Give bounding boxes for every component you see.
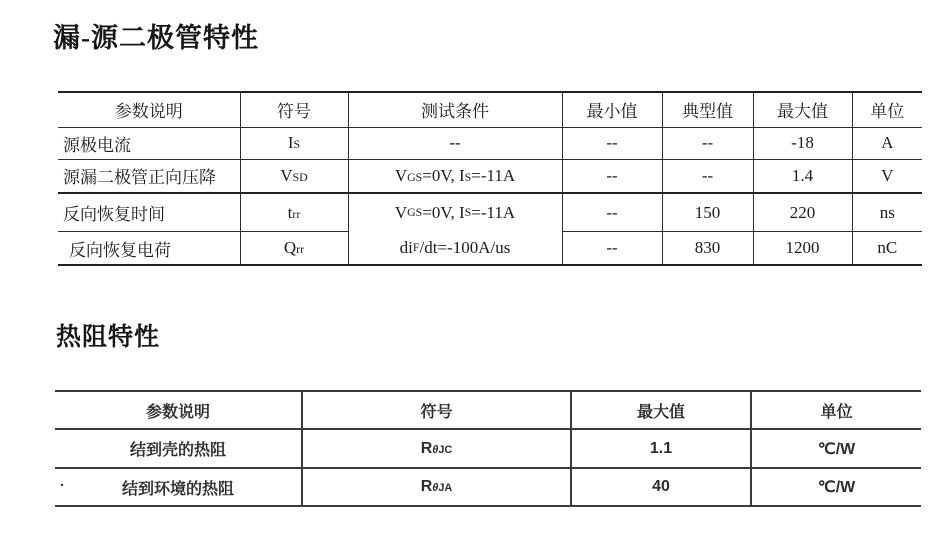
max-cell: 1.1 <box>571 429 751 468</box>
table-row-reverse-recovery-time <box>58 193 922 232</box>
header-symbol: 符号 <box>240 92 348 127</box>
diode-section-title: 漏-源二极管特性 <box>53 23 259 53</box>
min-cell: -- <box>562 193 662 232</box>
symbol-cell: IS <box>240 127 348 159</box>
min-cell: -- <box>562 232 662 265</box>
typ-cell: -- <box>662 127 753 159</box>
unit-cell: A <box>852 127 922 159</box>
unit-cell: nC <box>852 232 922 265</box>
condition-line-2: di F /dt=-100A/us <box>399 237 511 257</box>
header-unit: 单位 <box>852 92 922 127</box>
merged-condition-cell <box>348 193 562 265</box>
table-row-forward-voltage <box>58 159 922 193</box>
thermal-section-title: 热阻特性 <box>56 324 161 351</box>
stray-dot-mark: · <box>60 477 65 494</box>
symbol-cell: Qrr <box>240 232 348 265</box>
symbol-cell: trr <box>240 193 348 232</box>
max-cell: 1200 <box>753 232 852 265</box>
table-header-row <box>55 391 921 429</box>
unit-cell: ns <box>852 193 922 232</box>
header-parameter: 参数说明 <box>55 391 302 429</box>
header-typ: 典型值 <box>662 92 753 127</box>
condition-line-1: V GS =0V, I S =-11A <box>394 202 516 222</box>
table-row-source-current <box>58 127 922 159</box>
table-row-junction-to-ambient <box>55 468 921 506</box>
min-cell: -- <box>562 127 662 159</box>
typ-cell: 150 <box>662 193 753 232</box>
table-row-junction-to-case <box>55 429 921 468</box>
header-symbol: 符号 <box>302 391 571 429</box>
param-cell: 结到环境的热阻 <box>121 480 234 498</box>
thermal-characteristics-table <box>55 390 921 507</box>
header-condition: 测试条件 <box>348 92 562 127</box>
table-header-row <box>58 92 922 127</box>
symbol-cell: RθJC <box>302 429 571 468</box>
unit-cell: ℃/W <box>751 429 921 468</box>
param-cell: 反向恢复时间 <box>58 193 240 232</box>
condition-cell: VGS=0V, IS=-11A <box>348 159 562 193</box>
symbol-cell: VSD <box>240 159 348 193</box>
max-cell: 220 <box>753 193 852 232</box>
param-cell: 源漏二极管正向压降 <box>58 159 240 193</box>
header-parameter: 参数说明 <box>58 92 240 127</box>
typ-cell: -- <box>662 159 753 193</box>
unit-cell: V <box>852 159 922 193</box>
unit-cell: ℃/W <box>751 468 921 506</box>
header-unit: 单位 <box>751 391 921 429</box>
max-cell: -18 <box>753 127 852 159</box>
param-cell: 结到壳的热阻 <box>55 429 302 468</box>
min-cell: -- <box>562 159 662 193</box>
header-min: 最小值 <box>562 92 662 127</box>
max-cell: 40 <box>571 468 751 506</box>
param-cell: 源极电流 <box>58 127 240 159</box>
typ-cell: 830 <box>662 232 753 265</box>
param-cell: 反向恢复电荷 <box>69 240 171 260</box>
diode-characteristics-table <box>58 91 922 266</box>
header-max: 最大值 <box>753 92 852 127</box>
header-max: 最大值 <box>571 391 751 429</box>
condition-cell: -- <box>348 127 562 159</box>
symbol-cell: RθJA <box>302 468 571 506</box>
max-cell: 1.4 <box>753 159 852 193</box>
